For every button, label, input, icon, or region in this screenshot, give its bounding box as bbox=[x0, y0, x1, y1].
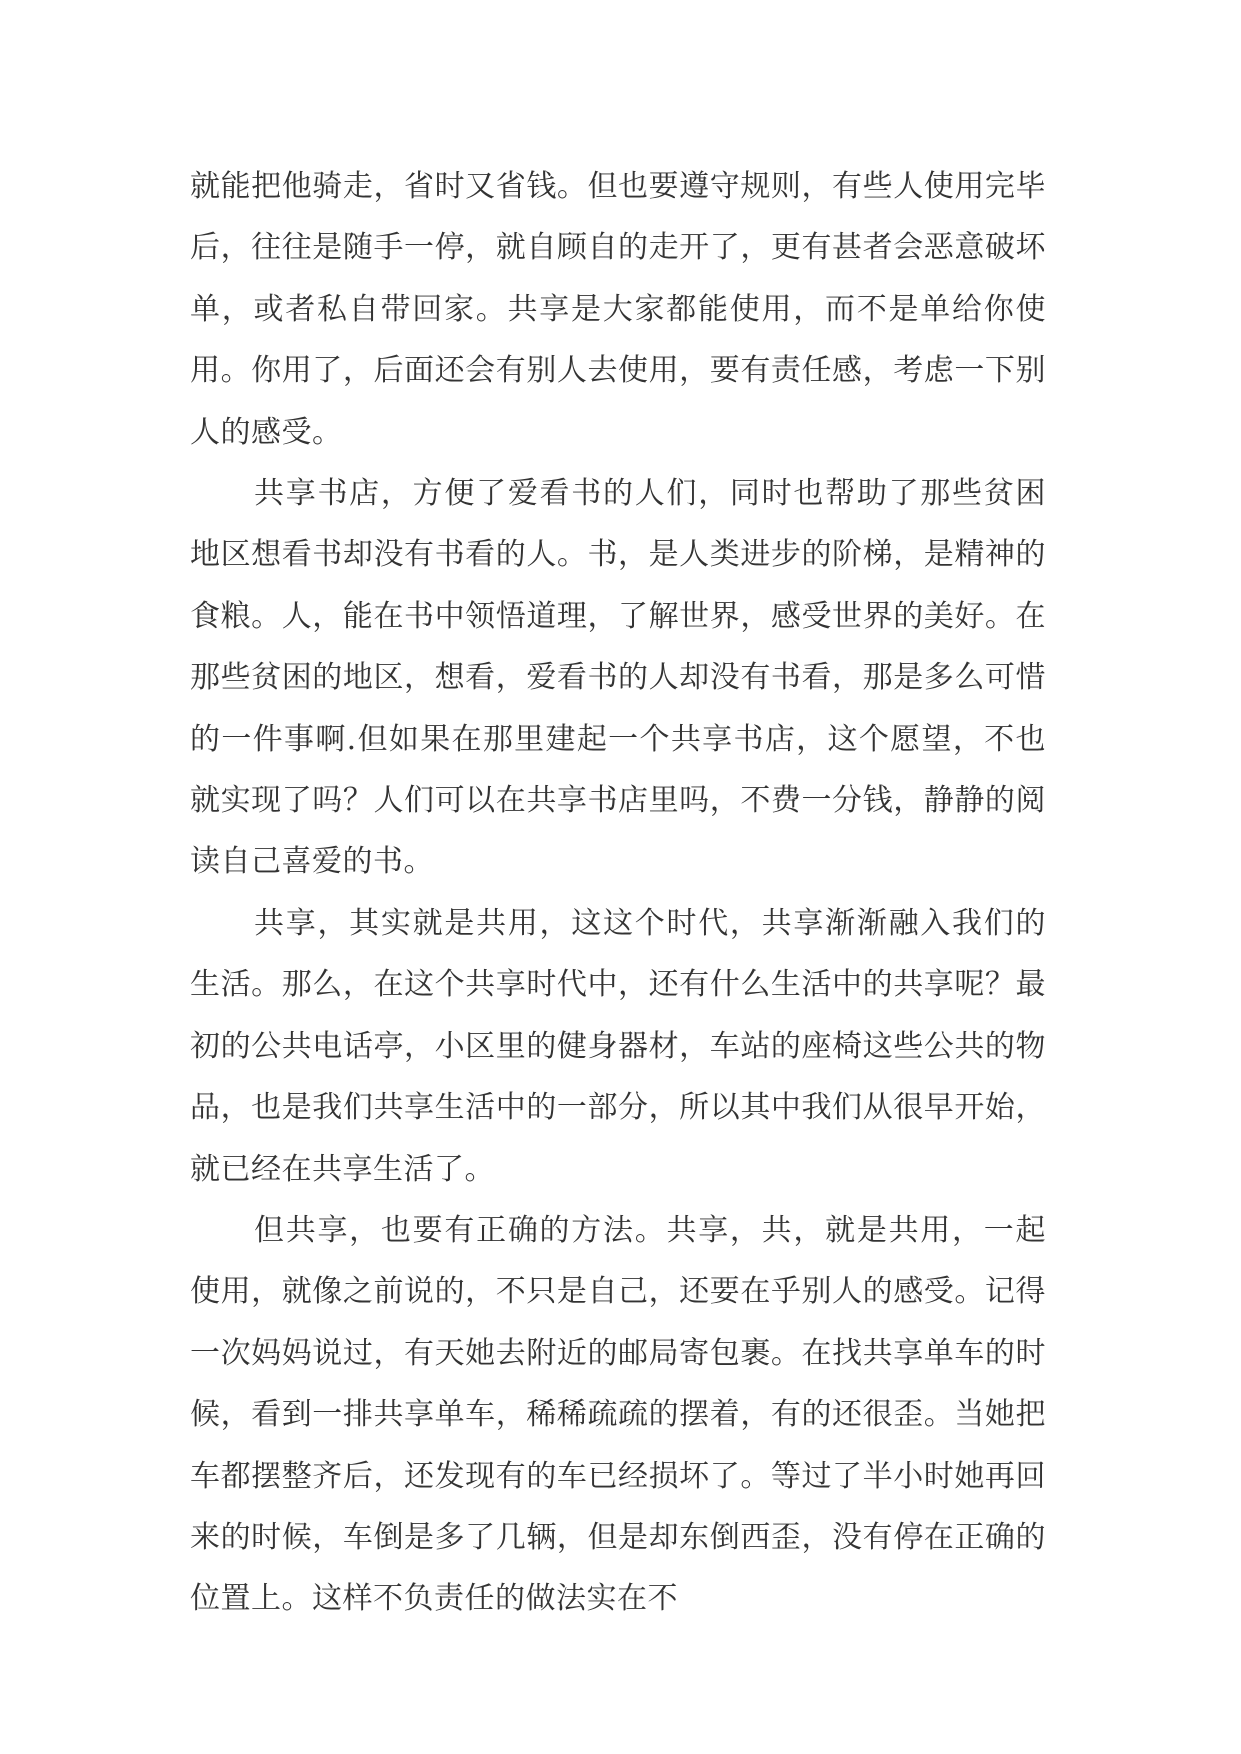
body-text bbox=[190, 156, 1046, 1630]
paragraph-4: 但共享，也要有正确的方法。共享，共，就是共用，一起使用，就像之前说的，不只是自己，还要在乎别人的感受。记得一次妈妈说过，有天她去附近的邮局寄包裹。在找共享单车的时候，看到一排共享单车，稀稀疏疏的摆着，有的还很歪。当她把车都摆整齐后，还发现有的车已经损坏了。等过了半小时她再回来的时候，车倒是多了几辆，但是却东倒西歪，没有停在正确的位置上。这样不负责任的做法实在不 bbox=[190, 1212, 1046, 1617]
paragraph-3: 共享，其实就是共用，这这个时代，共享渐渐融入我们的生活。那么，在这个共享时代中，还有什么生活中的共享呢？最初的公共电话亭，小区里的健身器材，车站的座椅这些公共的物品，也是我们共享生活中的一部分，所以其中我们从很早开始，就已经在共享生活了。 bbox=[190, 905, 1046, 1187]
paragraph-1: 就能把他骑走，省时又省钱。但也要遵守规则，有些人使用完毕后，往往是随手一停，就自顾自的走开了，更有甚者会恶意破坏单，或者私自带回家。共享是大家都能使用，而不是单给你使用。你用了，后面还会有别人去使用，要有责任感，考虑一下别人的感受。 bbox=[190, 169, 1046, 450]
paragraph-2: 共享书店，方便了爱看书的人们，同时也帮助了那些贫困地区想看书却没有书看的人。书，是人类进步的阶梯，是精神的食粮。人，能在书中领悟道理，了解世界，感受世界的美好。在那些贫困的地区，想看，爱看书的人却没有书看，那是多么可惜的一件事啊.但如果在那里建起一个共享书店，这个愿望，不也就实现了吗？人们可以在共享书店里吗，不费一分钱，静静的阅读自己喜爱的书。 bbox=[190, 476, 1046, 880]
